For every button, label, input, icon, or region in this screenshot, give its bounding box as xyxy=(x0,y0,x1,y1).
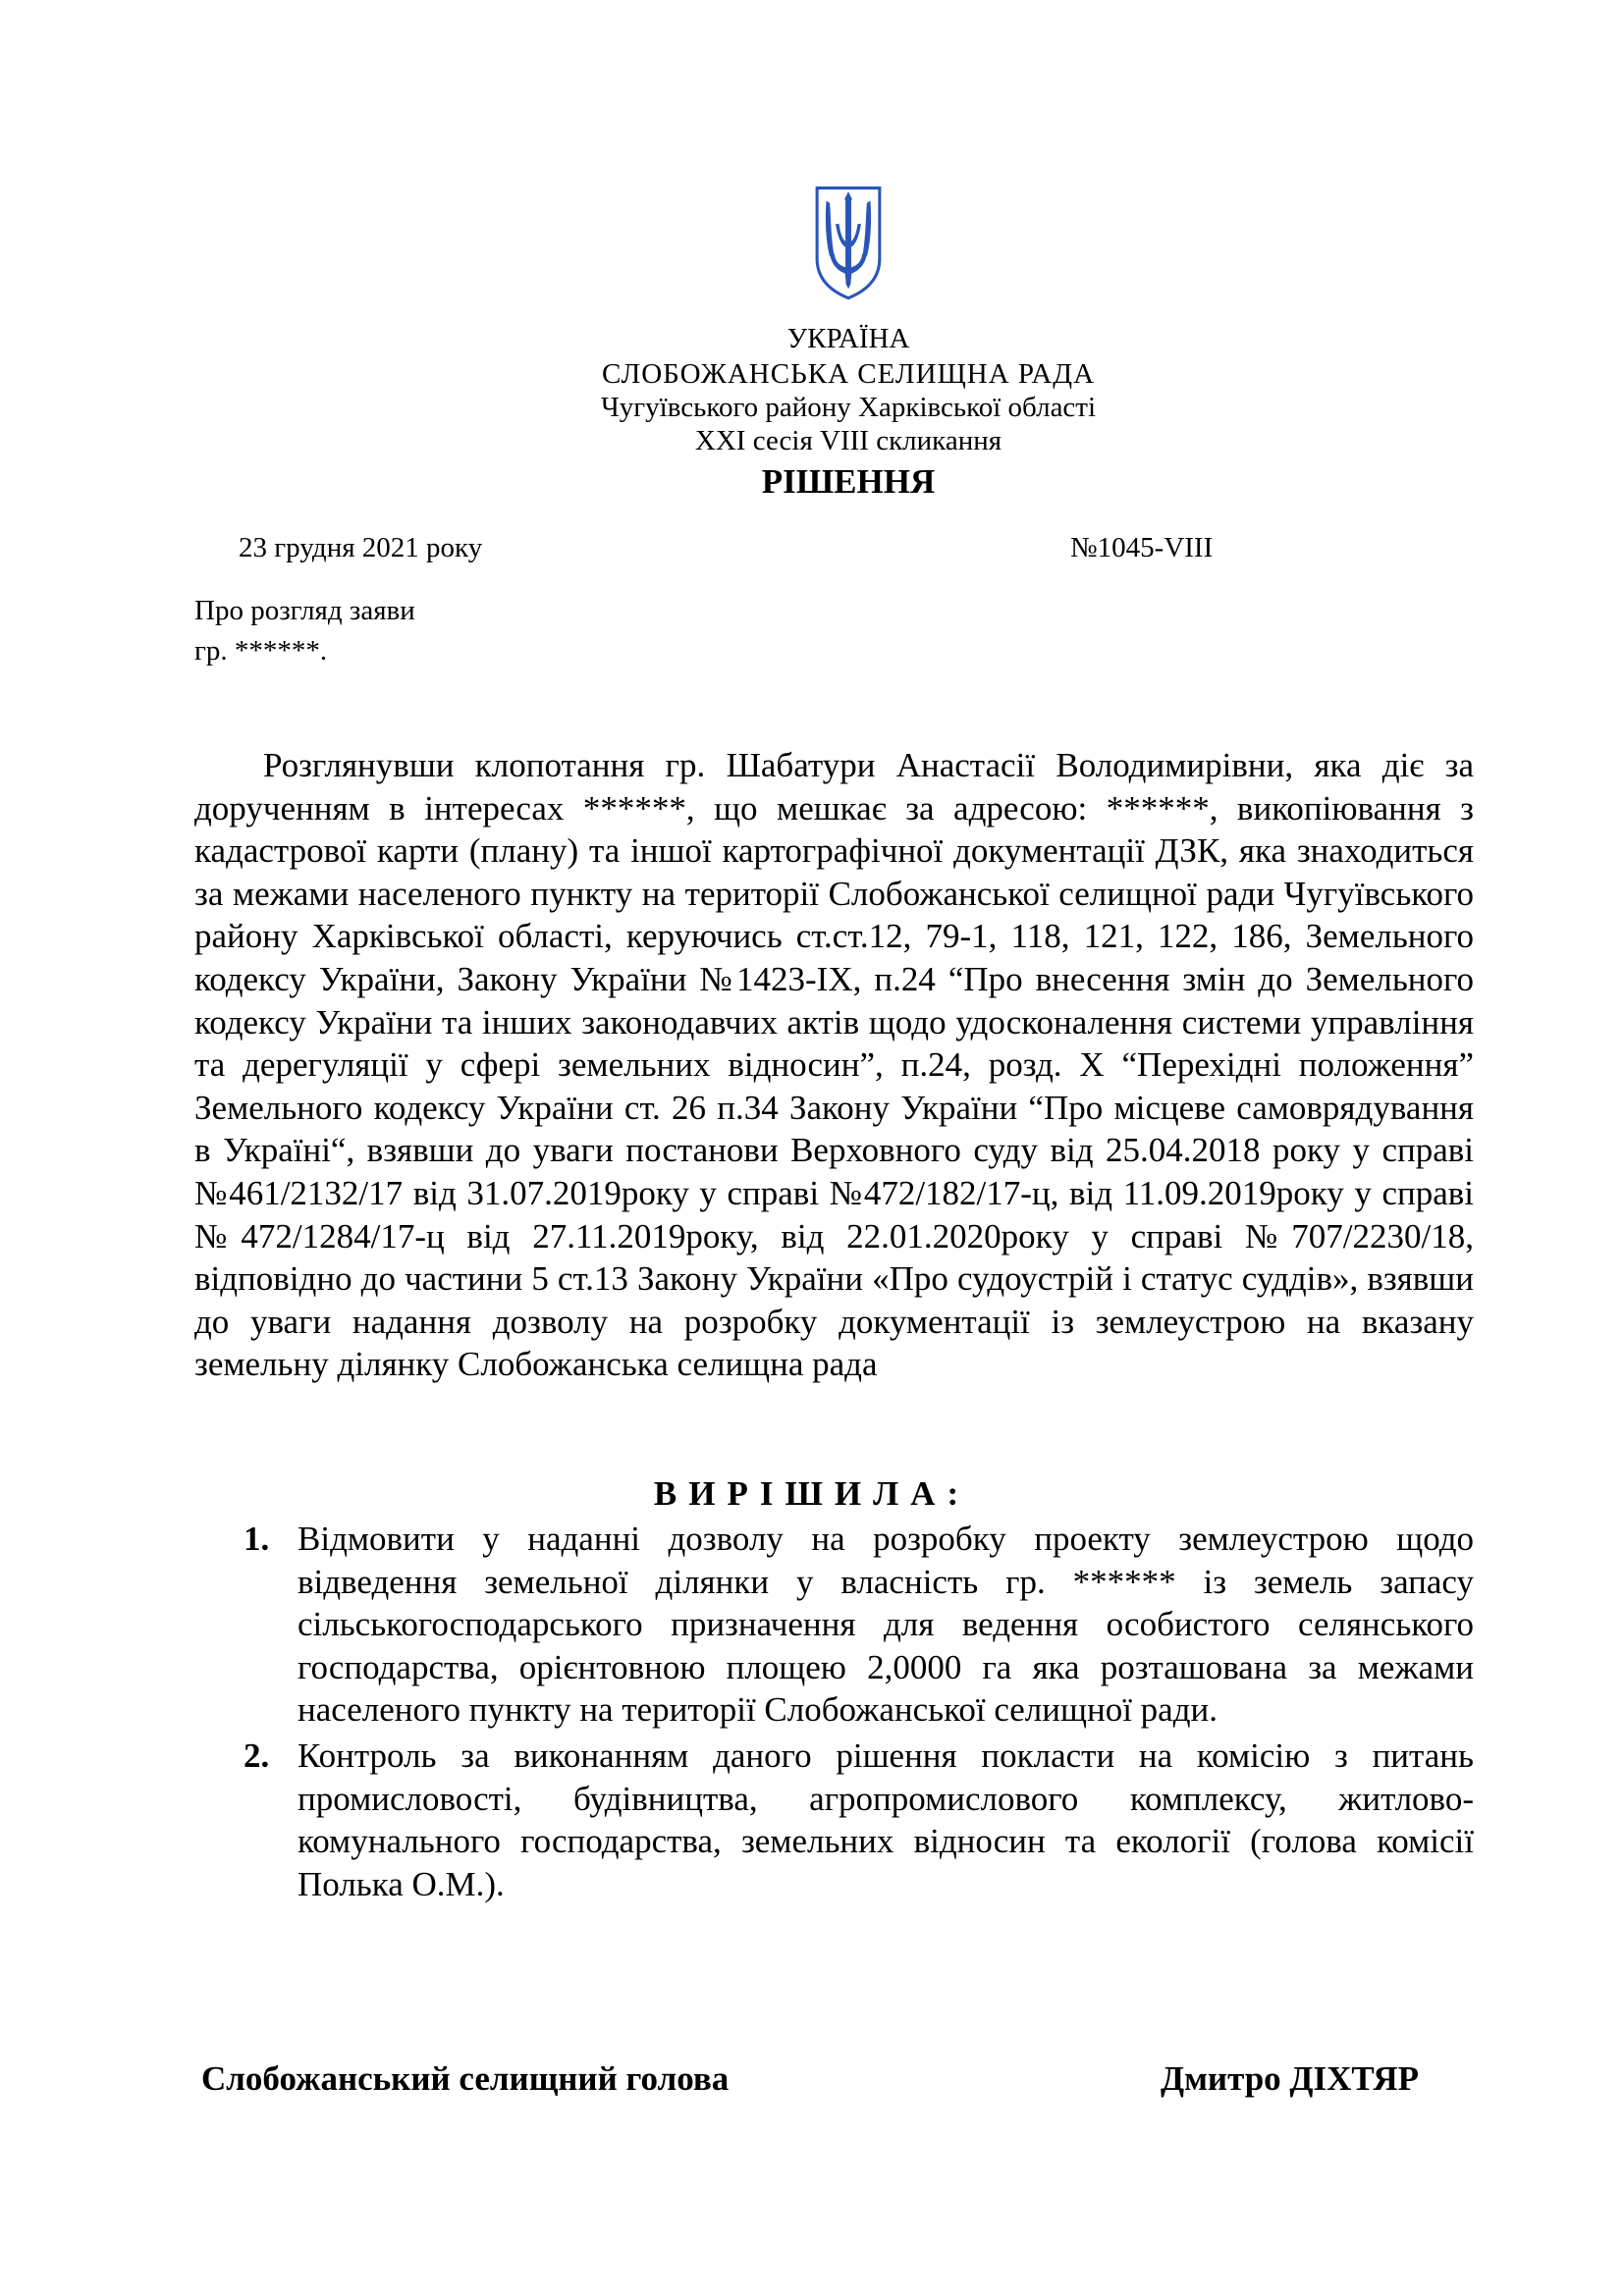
country-name: УКРАЇНА xyxy=(786,323,910,354)
subject-line-1: Про розгляд заяви xyxy=(194,595,415,626)
preamble xyxy=(194,744,1474,1386)
signatory-name: Дмитро ДІХТЯР xyxy=(1161,2059,1420,2098)
decision-date: 23 грудня 2021 року xyxy=(239,532,483,563)
document-title: РІШЕННЯ xyxy=(761,462,936,501)
coat-of-arms-trident-icon xyxy=(813,185,884,300)
decision-item-number: 1. xyxy=(244,1520,270,1558)
decision-subject xyxy=(194,591,415,671)
preamble-paragraph: Розглянувши клопотання гр. Шабатури Анастасії Володимирівни, яка діє за дорученням в інтересах ******, що мешкає за адресою: ******, викопіювання з кадастрової карти (плану) та іншої картографічної документації ДЗК, яка знаходиться за межами населеного пункту на території Слобожанської селищної ради Чугуївського району Харківської області, керуючись ст.ст.12, 79-1, 118, 121, 122, 186, Земельного кодексу України, Закону України №1423-ІХ, п.24 “Про внесення змін до Земельного кодексу України та інших законодавчих актів щодо удосконалення системи управління та дерегуляції у сфері земельних відносин”, п.24, розд. Х “Перехідні положення” Земельного кодексу України ст. 26 п.34 Закону України “Про місцеве самоврядування в Україні“, взявши до уваги постанови Верховного суду від 25.04.2018 року у справі №461/2132/17 від 31.07.2019року у справі №472/182/17-ц, від 11.09.2019року у справі №472/1284/17-ц від 27.11.2019року, від 22.01.2020року у справі №707/2230/18, відповідно до частини 5 ст.13 Закону України «Про судоустрій і статус суддів», взявши до уваги надання дозволу на розробку документації із землеустрою на вказану земельну ділянку Слобожанська селищна рада xyxy=(194,746,1474,1384)
decision-item-text: Відмовити у наданні дозволу на розробку проекту землеустрою щодо відведення земельної ділянки у власність гр. ****** із земель запасу сільськогосподарського призначення для ведення особистого селянського господарства, орієнтовною площею 2,0000 га яка розташована за межами населеного пункту на території Слобожанської селищної ради. xyxy=(298,1520,1474,1730)
decision-item-number: 2. xyxy=(244,1735,270,1775)
decision-item-1 xyxy=(194,1518,1474,1732)
resolution-heading: ВИРІШИЛА: xyxy=(653,1474,971,1513)
decision-list xyxy=(194,1518,1474,1908)
council-name: СЛОБОЖАНСЬКА СЕЛИЩНА РАДА xyxy=(601,358,1096,390)
subject-line-2: гр. ******. xyxy=(194,635,328,667)
signatory-title: Слобожанський селищний голова xyxy=(201,2059,730,2098)
district-name: Чугуївського району Харківської області xyxy=(600,392,1097,423)
session-name: XXI сесія VIII скликання xyxy=(694,425,1002,456)
decision-item-2 xyxy=(194,1735,1474,1905)
decision-item-text: Контроль за виконанням даного рішення покласти на комісію з питань промисловості, будівництва, агропромислового комплексу, житлово-комунального господарства, земельних відносин та екології (голова комісії Полька О.М.). xyxy=(298,1735,1474,1903)
decision-number: №1045-VIII xyxy=(1070,532,1214,563)
